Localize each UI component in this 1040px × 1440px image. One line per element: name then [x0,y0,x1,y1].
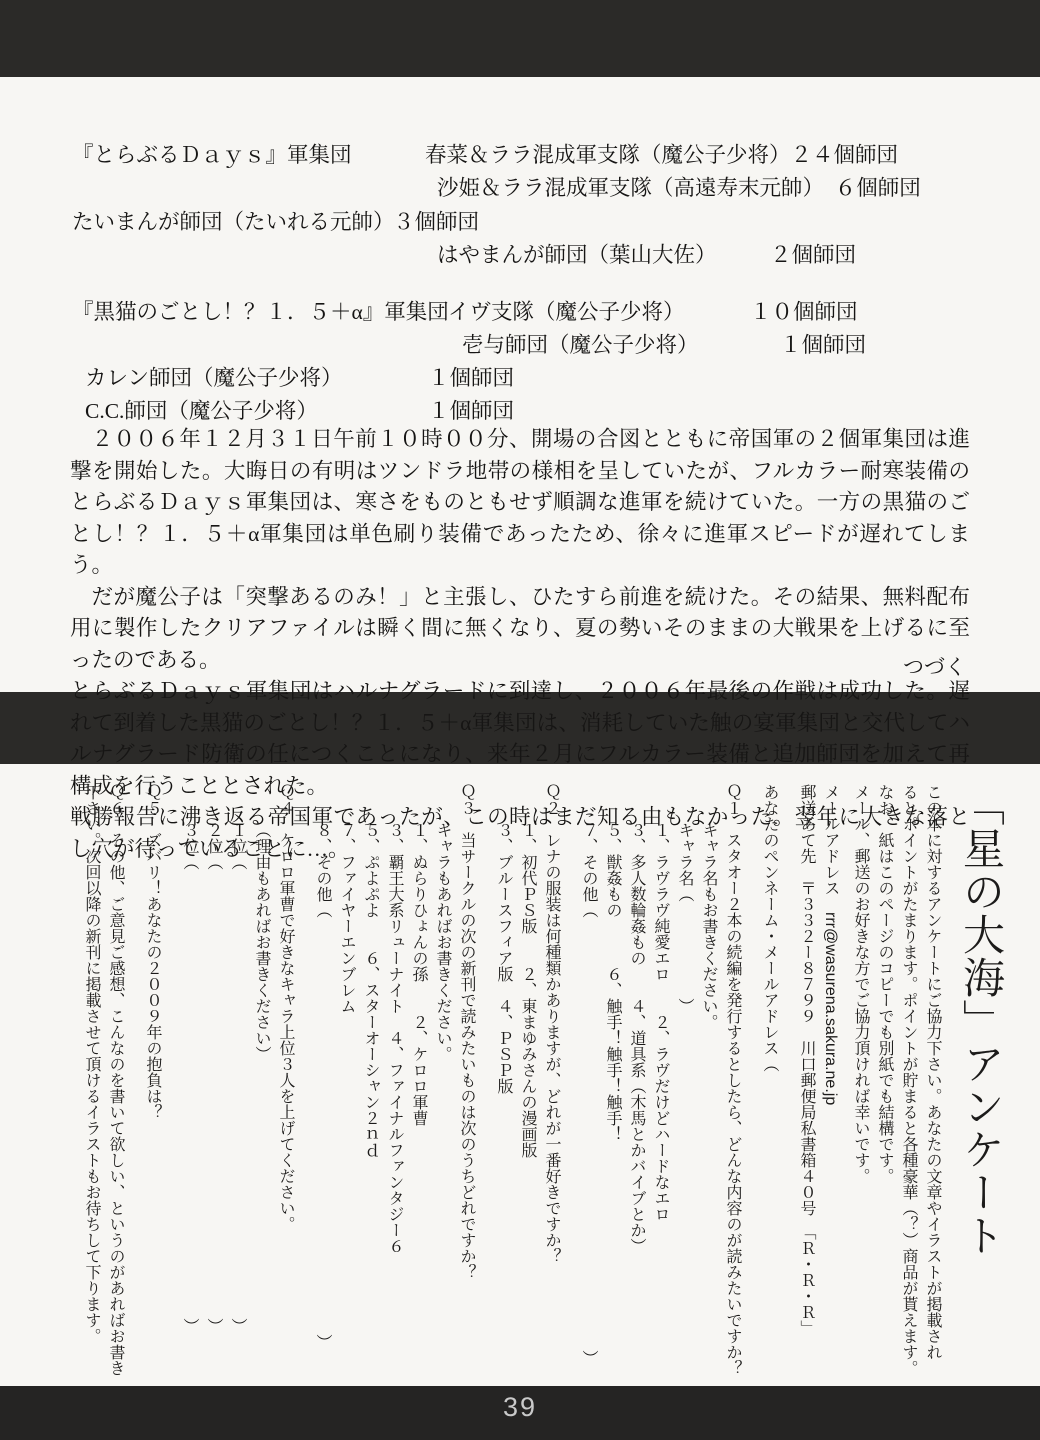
roster-cell: はやまんが師団（葉山大佐） [437,243,717,267]
q4-question: Ｑ４ ケロロ軍曹で好きなキャラ上位３人を上げてください。 [277,784,294,1232]
roster-cell: イヴ支隊（魔公子少将） [448,300,685,324]
q3-options-3-4: ３、覇王大系リューナイト ４、ファイナルファンタジー６ [386,822,403,1254]
story-paragraph-1: ２００６年１２月３１日午前１０時００分、開場の合図とともに帝国軍の２個軍集団は進撃を開始した。大晦日の有明はツンドラ地帯の様相を呈していたが、フルカラー耐寒装備のとらぶるＤａｙｓ軍集団は、寒さをものともせず順調な進軍を続けていた。一方の黒猫のごとし！？１．５＋α軍集団は単色刷り装備であったため、徐々に進軍スピードが遅れてしまう。 [70,427,970,577]
q3-options-1-2: １、ぬらりひょんの孫 ２、ケロロ軍曹 [410,822,427,1126]
survey-intro-line-4: メール、郵送のお好きな方でご協力頂ければ幸いです。 [852,784,869,1184]
story-paragraph-2: だが魔公子は「突撃あるのみ！」と主張し、ひたすら前進を続けた。その結果、無料配布用に製作したクリアファイルは瞬く間に無くなり、夏の勢いそのままの大戦果を上げるに至ったのである。 [70,584,970,672]
q5-question: Ｑ５ ズバリ！あなたの２００９年の抱負は？ [144,784,161,1120]
roster-cell: カレン師団（魔公子少将） [85,366,343,390]
q1-note: キャラ名もお書きください。 [700,822,717,1030]
roster-cell: １個師団 [780,333,867,357]
survey-section [32,784,1008,1382]
q3-option-8-other-field: ８、その他（ ） [314,822,331,1350]
roster-cell: １０個師団 [750,300,858,324]
roster-cell: ２個師団 [770,243,857,267]
q3-note: キャラもあればお書きください。 [434,822,451,1062]
story-paragraph-3: とらぶるＤａｙｓ軍集団はハルナグラードに到達し、２００６年最後の作戦は成功した。遅れて到着した黒猫のごとし！？１．５＋α軍集団は、消耗していた触の宴軍集団と交代してハルナグラード防衛の任につくことになり、来年２月にフルカラー装備と追加師団を加えて再構成を行うこととされた。 [70,679,970,798]
survey-intro-line-3: なお、紙はこのページのコピーでも別紙でも結構です。 [876,784,893,1184]
roster-cell: 沙姫＆ララ混成軍支隊（高遠寿末元帥） ６個師団 [437,176,921,200]
q1-options-3-4: ３、多人数輪姦もの ４、道具系（木馬とかバイブとか） [628,822,645,1254]
q1-question: Ｑ１ スタオー２本の続編を発行するとしたら、どんな内容のが読みたいですか？ [724,784,741,1376]
q1-charname-field: キャラ名（ ） [676,822,693,1014]
roster-cell: １個師団 [428,399,515,423]
q1-option-7-other-field: ７、その他（ ） [580,822,597,1366]
roster-cell: 『とらぶるＤａｙｓ』軍集団 [72,143,352,167]
q6-question-cont: 下さい。次回以降の新刊に掲載させて頂けるイラストもお待ちして下ります。 [83,784,100,1344]
q2-question: Ｑ２ レナの服装は何種類かありますが、どれが一番好きですか？ [543,784,560,1264]
q3-options-5-6: ５、ぷよぷよ ６、スターオーシャン２ｎｄ [362,822,379,1158]
story-paragraph-4: 戦勝報告に沸き返る帝国軍であったが、この時はまだ知る由もなかった。翌年に大きな落とし穴が待っていることに…。 [70,805,970,861]
survey-mail-address-line: メールアドレス rrr@wasurena.sakura.ne.jp [822,784,839,1106]
survey-intro-line-2: るとポイントがたまります。ポイントが貯まると各種豪華（？）商品が貰えます。 [900,784,917,1376]
roster-cell: たいまんが師団（たいれる元帥） [72,210,395,234]
q2-options-3-4: ３、ブルースフィア版 ４、ＰＳＰ版 [495,822,512,1094]
q3-question: Ｑ３ 当サークルの次の新刊で読みたいものは次のうちどれですか？ [458,784,475,1280]
q4-rank1-field: １位（ ） [229,822,246,1334]
q4-rank3-field: ３位（ ） [181,822,198,1334]
q1-options-1-2: １、ラヴラヴ純愛エロ ２、ラヴだけどハードなエロ [652,822,669,1222]
roster-cell: 『黒猫のごとし！？１．５＋α』軍集団 [72,300,449,324]
survey-intro-line-1: この本に対するアンケートにご協力下さい。あなたの文章やイラストが掲載され [924,784,941,1360]
q3-option-7: ７、ファイヤーエンブレム [338,822,355,1014]
header-band [0,0,1040,77]
survey-postal-address-line: 郵送あて先 〒３３２ー８７９９ 川口郵便局私書箱４０号 「Ｒ・Ｒ・Ｒ」 [798,784,815,1336]
roster-cell: ３個師団 [393,210,480,234]
roster-cell: 春菜＆ララ混成軍支隊（魔公子少将）２４個師団 [425,143,899,167]
q4-rank2-field: ２位（ ） [205,822,222,1334]
roster-cell: １個師団 [428,366,515,390]
continuation-mark: つづく [903,655,966,679]
q2-options-1-2: １、初代ＰＳ版 ２、東まゆみさんの漫画版 [519,822,536,1158]
q4-note: （理由もあればお書きください） [253,822,270,1062]
roster-cell: C.C.師団（魔公子少将） [85,399,318,423]
penname-field-line: あなたのペンネーム・メールアドレス（ [761,784,778,1072]
page-number: 39 [502,1392,538,1422]
q6-question: Ｑ６ その他、ご意見ご感想、こんなのを書いて欲しい、というのがあればお書き [107,784,124,1376]
q1-options-5-6: ５、獣姦もの ６、触手！触手！触手！ [604,822,621,1142]
roster-cell: 壱与師団（魔公子少将） [462,333,699,357]
survey-title: 「星の大海」アンケート [958,784,1005,1257]
